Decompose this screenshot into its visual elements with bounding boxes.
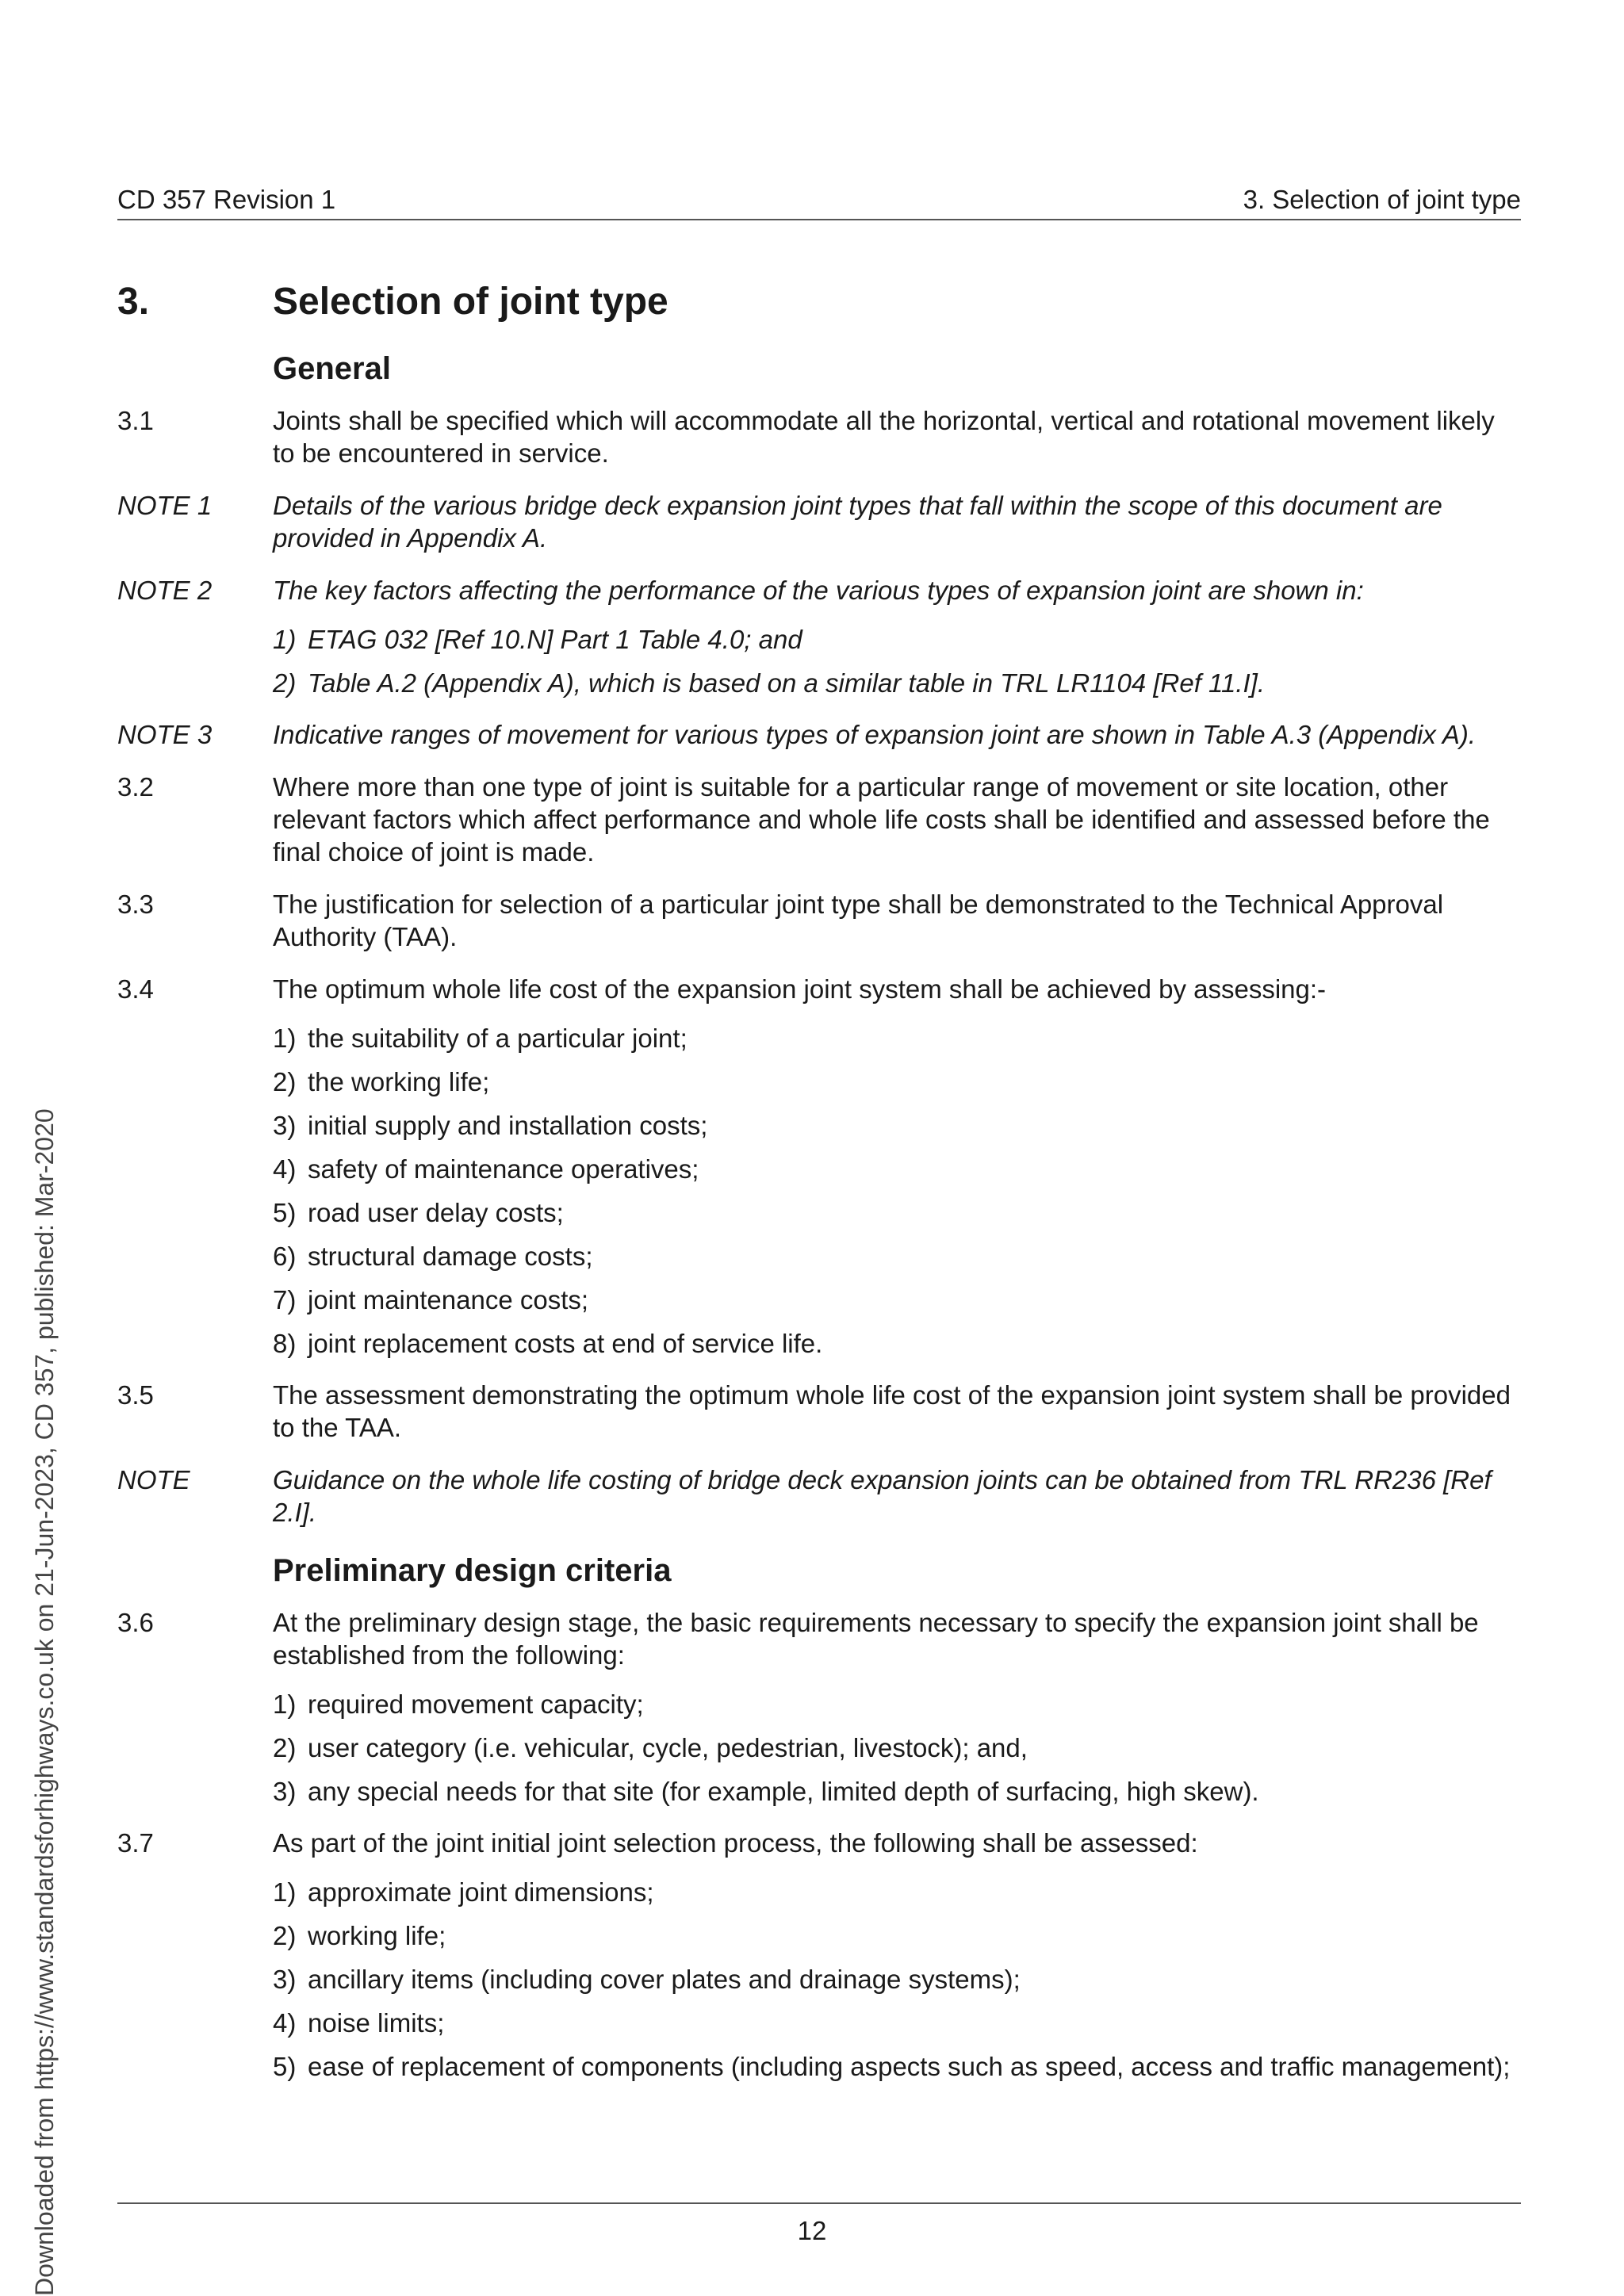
note-2	[117, 574, 1521, 607]
note-whole-life-costing	[117, 1464, 1521, 1529]
subheading-preliminary-design-criteria: Preliminary design criteria	[273, 1553, 672, 1588]
section-title: Selection of joint type	[273, 281, 668, 323]
list-item-number: 5)	[273, 1198, 297, 1227]
list-item	[273, 1775, 1521, 1808]
list-item	[273, 1109, 1521, 1142]
clause-text: At the preliminary design stage, the basic requirements necessary to specify the expansion joint shall be established from the following:	[273, 1608, 1479, 1670]
list-item	[273, 623, 1521, 656]
clause-number: 3.4	[117, 974, 154, 1004]
clause-3-6-list	[273, 1688, 1521, 1808]
list-item	[273, 2007, 1521, 2039]
list-item	[273, 1153, 1521, 1185]
list-item	[273, 1066, 1521, 1098]
list-item	[273, 1688, 1521, 1720]
note-text: The key factors affecting the performance of the various types of expansion joint are shown in:	[273, 576, 1364, 605]
list-item-number: 2)	[273, 1921, 297, 1950]
clause-3-2	[117, 771, 1521, 868]
list-item-text: working life;	[308, 1921, 446, 1950]
list-item-number: 3)	[273, 1777, 297, 1806]
list-item	[273, 1240, 1521, 1272]
list-item-text: joint maintenance costs;	[308, 1285, 589, 1314]
list-item-number: 1)	[273, 1024, 297, 1053]
list-item-text: ancillary items (including cover plates and drainage systems);	[308, 1965, 1021, 1994]
list-item-number: 4)	[273, 2008, 297, 2038]
clause-3-1	[117, 404, 1521, 469]
note-label: NOTE 3	[117, 720, 213, 749]
list-item	[273, 1963, 1521, 1996]
list-item-text: the suitability of a particular joint;	[308, 1024, 688, 1053]
list-item-number: 4)	[273, 1154, 297, 1184]
list-item-text: Table A.2 (Appendix A), which is based on a similar table in TRL LR1104 [Ref 11.I].	[308, 668, 1265, 698]
header-section-title: 3. Selection of joint type	[1243, 185, 1521, 214]
list-item-text: ease of replacement of components (including aspects such as speed, access and traffic management);	[308, 2052, 1511, 2081]
clause-text: The optimum whole life cost of the expansion joint system shall be achieved by assessing:-	[273, 974, 1327, 1004]
download-watermark: Downloaded from https://www.standardsforhighways.co.uk on 21-Jun-2023, CD 357, published: Mar-2020	[30, 1108, 59, 2296]
section-heading	[117, 279, 1521, 325]
list-item-number: 6)	[273, 1242, 297, 1271]
note-label: NOTE	[117, 1465, 190, 1494]
list-item-number: 2)	[273, 1733, 297, 1762]
list-item	[273, 2050, 1521, 2083]
list-item-number: 2)	[273, 668, 297, 698]
clause-3-3	[117, 888, 1521, 953]
clause-3-7	[117, 1827, 1521, 1859]
list-item	[273, 1876, 1521, 1908]
clause-text: As part of the joint initial joint selection process, the following shall be assessed:	[273, 1828, 1198, 1858]
list-item-number: 3)	[273, 1111, 297, 1140]
list-item-text: required movement capacity;	[308, 1689, 644, 1719]
list-item-text: joint replacement costs at end of service life.	[308, 1329, 823, 1358]
note-text: Indicative ranges of movement for various types of expansion joint are shown in Table A.3 (Appendix A).	[273, 720, 1477, 749]
note-3	[117, 718, 1521, 751]
clause-number: 3.6	[117, 1608, 154, 1637]
list-item-text: road user delay costs;	[308, 1198, 564, 1227]
list-item	[273, 1196, 1521, 1229]
note-2-list	[273, 623, 1521, 699]
list-item	[273, 1284, 1521, 1316]
clause-text: The assessment demonstrating the optimum whole life cost of the expansion joint system shall be provided to the TAA.	[273, 1380, 1511, 1442]
list-item	[273, 1022, 1521, 1054]
list-item	[273, 1732, 1521, 1764]
page-number: 12	[797, 2216, 827, 2245]
clause-number: 3.5	[117, 1380, 154, 1410]
list-item-number: 1)	[273, 625, 297, 654]
clause-number: 3.7	[117, 1828, 154, 1858]
page-content	[117, 279, 1521, 2102]
list-item-text: ETAG 032 [Ref 10.N] Part 1 Table 4.0; and	[308, 625, 802, 654]
list-item-text: noise limits;	[308, 2008, 445, 2038]
note-text: Details of the various bridge deck expansion joint types that fall within the scope of this document are provided in Appendix A.	[273, 491, 1442, 553]
clause-number: 3.3	[117, 890, 154, 919]
clause-text: The justification for selection of a particular joint type shall be demonstrated to the Technical Approval Authority (TAA).	[273, 890, 1444, 951]
clause-3-4-list	[273, 1022, 1521, 1360]
list-item-text: any special needs for that site (for example, limited depth of surfacing, high skew).	[308, 1777, 1259, 1806]
clause-3-4	[117, 973, 1521, 1005]
list-item	[273, 1919, 1521, 1952]
note-label: NOTE 1	[117, 491, 213, 520]
clause-number: 3.2	[117, 772, 154, 802]
section-number: 3.	[117, 281, 150, 323]
list-item-text: structural damage costs;	[308, 1242, 593, 1271]
list-item-number: 5)	[273, 2052, 297, 2081]
note-text: Guidance on the whole life costing of bridge deck expansion joints can be obtained from TRL RR236 [Ref 2.I].	[273, 1465, 1492, 1527]
list-item-number: 7)	[273, 1285, 297, 1314]
list-item-number: 1)	[273, 1689, 297, 1719]
list-item-text: approximate joint dimensions;	[308, 1877, 654, 1907]
list-item-number: 1)	[273, 1877, 297, 1907]
list-item-text: safety of maintenance operatives;	[308, 1154, 699, 1184]
note-label: NOTE 2	[117, 576, 213, 605]
list-item	[273, 667, 1521, 699]
clause-text: Where more than one type of joint is suitable for a particular range of movement or site location, other relevant factors which affect performance and whole life costs shall be identified and assessed before the final choice of joint is made.	[273, 772, 1490, 867]
clause-text: Joints shall be specified which will accommodate all the horizontal, vertical and rotational movement likely to be encountered in service.	[273, 406, 1495, 468]
clause-3-6	[117, 1606, 1521, 1671]
list-item-number: 3)	[273, 1965, 297, 1994]
footer-rule	[117, 2202, 1521, 2204]
header-rule	[117, 219, 1521, 220]
clause-3-7-list	[273, 1876, 1521, 2083]
clause-number: 3.1	[117, 406, 154, 435]
list-item-text: the working life;	[308, 1067, 490, 1096]
note-1	[117, 489, 1521, 554]
list-item-text: user category (i.e. vehicular, cycle, pedestrian, livestock); and,	[308, 1733, 1028, 1762]
subheading-general: General	[273, 351, 391, 386]
clause-3-5	[117, 1379, 1521, 1444]
list-item-number: 8)	[273, 1329, 297, 1358]
list-item	[273, 1327, 1521, 1360]
list-item-text: initial supply and installation costs;	[308, 1111, 708, 1140]
list-item-number: 2)	[273, 1067, 297, 1096]
header-document-id: CD 357 Revision 1	[117, 185, 336, 214]
